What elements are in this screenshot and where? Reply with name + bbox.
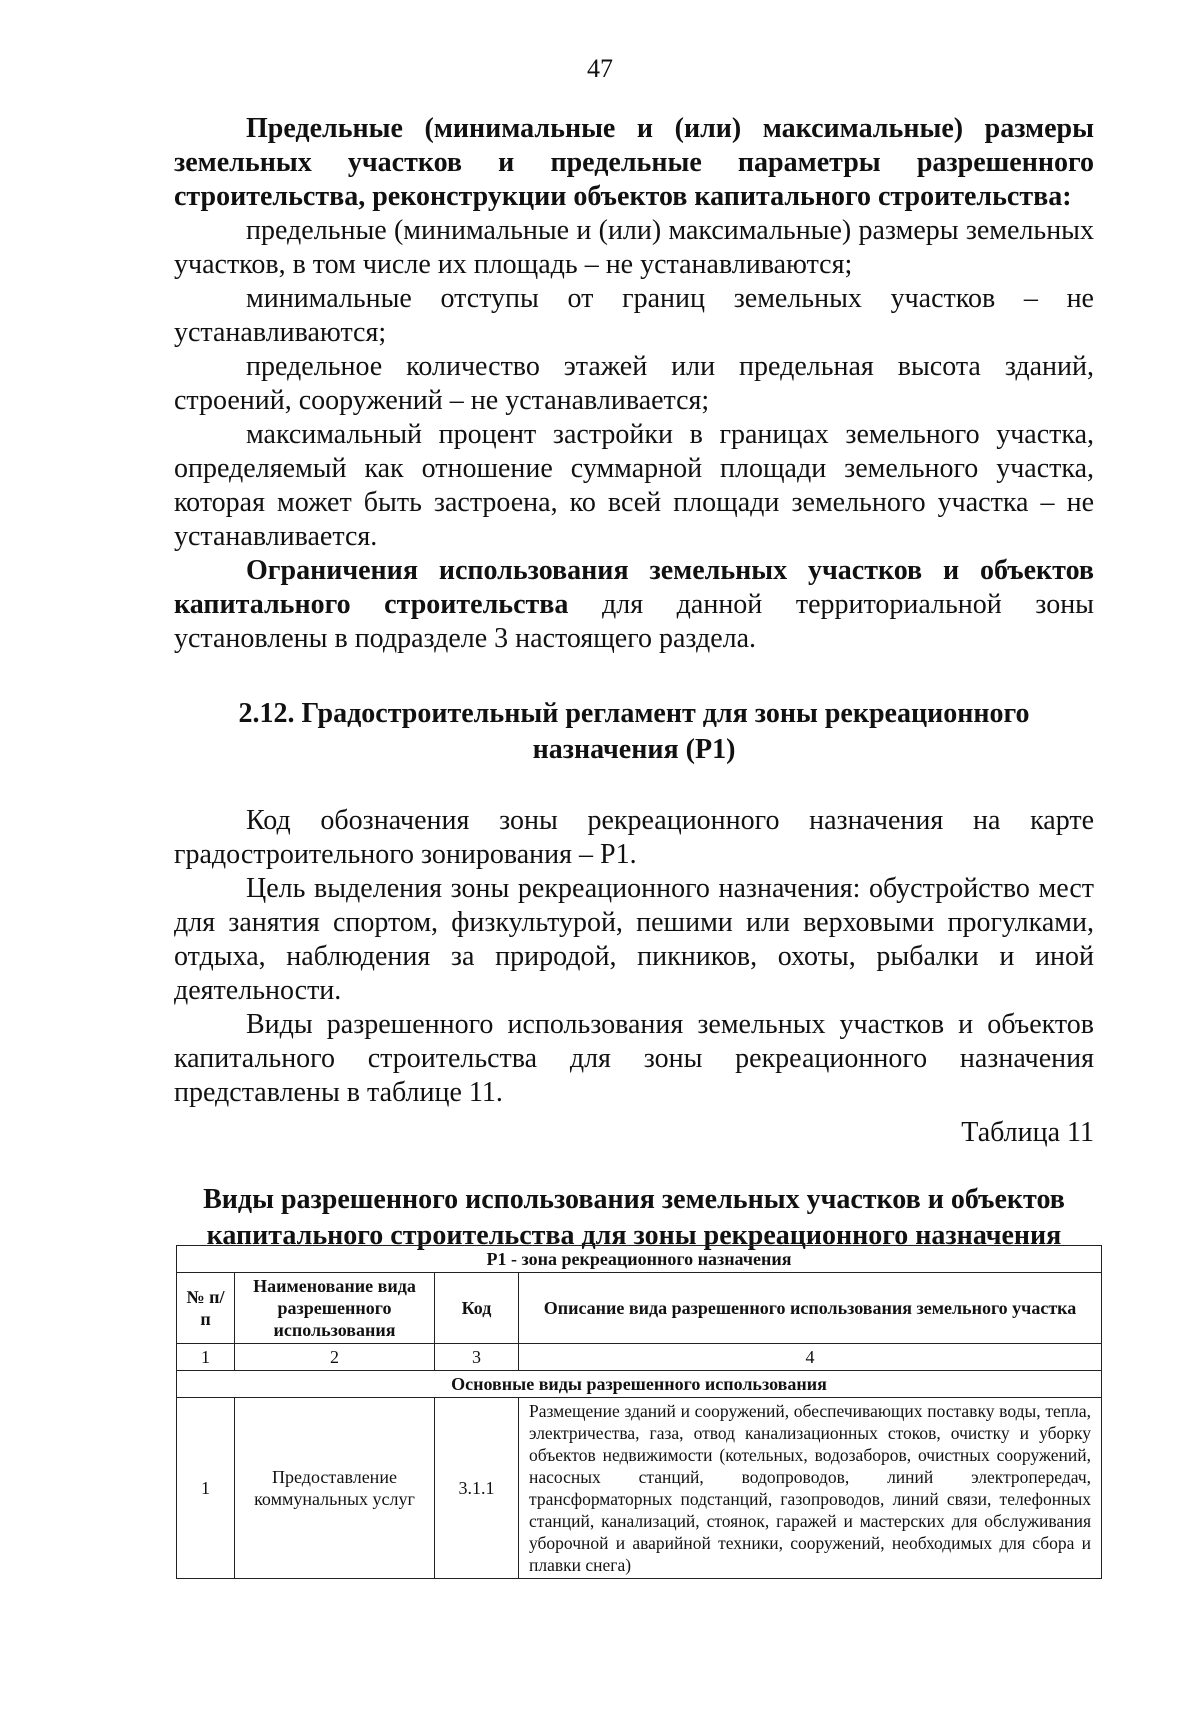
col-number: 4 — [519, 1344, 1102, 1371]
document-body — [174, 112, 1094, 1254]
table-title-line1: Виды разрешенного использования земельных участков и объектов — [203, 1184, 1065, 1215]
header-name: Наименование вида разрешенного использования — [235, 1273, 435, 1344]
usage-table — [176, 1245, 1102, 1579]
zone-header: Р1 - зона рекреационного назначения — [177, 1246, 1102, 1273]
section-title — [174, 696, 1094, 768]
row-num: 1 — [177, 1398, 235, 1579]
paragraph-setbacks: минимальные отступы от границ земельных участков – не устанавливаются; — [174, 283, 1094, 348]
paragraph-usage-types: Виды разрешенного использования земельных участков и объектов капитального строительства для зоны рекреационного назначения представлены в таблице 11. — [174, 1009, 1094, 1108]
header-desc: Описание вида разрешенного использования земельного участка — [519, 1273, 1102, 1344]
col-number: 1 — [177, 1344, 235, 1371]
page-number: 47 — [587, 54, 613, 83]
col-number: 2 — [235, 1344, 435, 1371]
paragraph-plot-size: предельные (минимальные и (или) максимальные) размеры земельных участков, в том числе их площадь – не устанавливаются; — [174, 215, 1094, 280]
paragraph-floors: предельное количество этажей или предельная высота зданий, строений, сооружений – не устанавливается; — [174, 351, 1094, 416]
table-title-line2: капитального строительства для зоны рекреационного назначения — [206, 1220, 1062, 1251]
paragraph-zone-code: Код обозначения зоны рекреационного назначения на карте градостроительного зонирования – Р1. — [174, 805, 1094, 870]
group-header: Основные виды разрешенного использования — [177, 1371, 1102, 1398]
table-caption: Таблица 11 — [961, 1117, 1094, 1148]
col-number: 3 — [435, 1344, 519, 1371]
header-code: Код — [435, 1273, 519, 1344]
section-title-line1: 2.12. Градостроительный регламент для зоны рекреационного — [238, 698, 1030, 729]
restrictions-bold-text: Ограничения использования земельных участков и объектов капитального строительства — [174, 555, 1094, 620]
restrictions-text: для данной территориальной зоны установлены в подразделе 3 настоящего раздела. — [174, 589, 1094, 654]
row-desc: Размещение зданий и сооружений, обеспечивающих поставку воды, тепла, электричества, газа, отвод канализационных стоков, очистку и уборку объектов недвижимости (котельных, водозаборов, очистных сооружений, насосных станций, водопроводов, линий электропередач, трансформаторных подстанций, газопроводов, линий связи, телефонных станций, канализаций, стоянок, гаражей и мастерских для обслуживания уборочной и аварийной техники, сооружений, необходимых для сбора и плавки снега) — [519, 1398, 1102, 1579]
paragraph-build-percent: максимальный процент застройки в границах земельного участка, определяемый как отношение суммарной площади земельного участка, которая может быть застроена, ко всей площади земельного участка – не устанавливается. — [174, 419, 1094, 552]
row-name: Предоставление коммунальных услуг — [235, 1398, 435, 1579]
paragraph-restrictions — [174, 554, 1094, 656]
table-title — [174, 1182, 1094, 1254]
row-code: 3.1.1 — [435, 1398, 519, 1579]
section-title-line2: назначения (Р1) — [532, 734, 736, 765]
paragraph-zone-purpose: Цель выделения зоны рекреационного назначения: обустройство мест для занятия спортом, физкультурой, пешими или верховыми прогулками, отдыха, наблюдения за природой, пикников, охоты, рыбалки и иной деятельности. — [174, 873, 1094, 1006]
table-row — [177, 1398, 1102, 1579]
limits-heading: Предельные (минимальные и (или) максимальные) размеры земельных участков и предельные параметры разрешенного строительства, реконструкции объектов капитального строительства: — [174, 113, 1094, 212]
header-num: № п/п — [177, 1273, 235, 1344]
